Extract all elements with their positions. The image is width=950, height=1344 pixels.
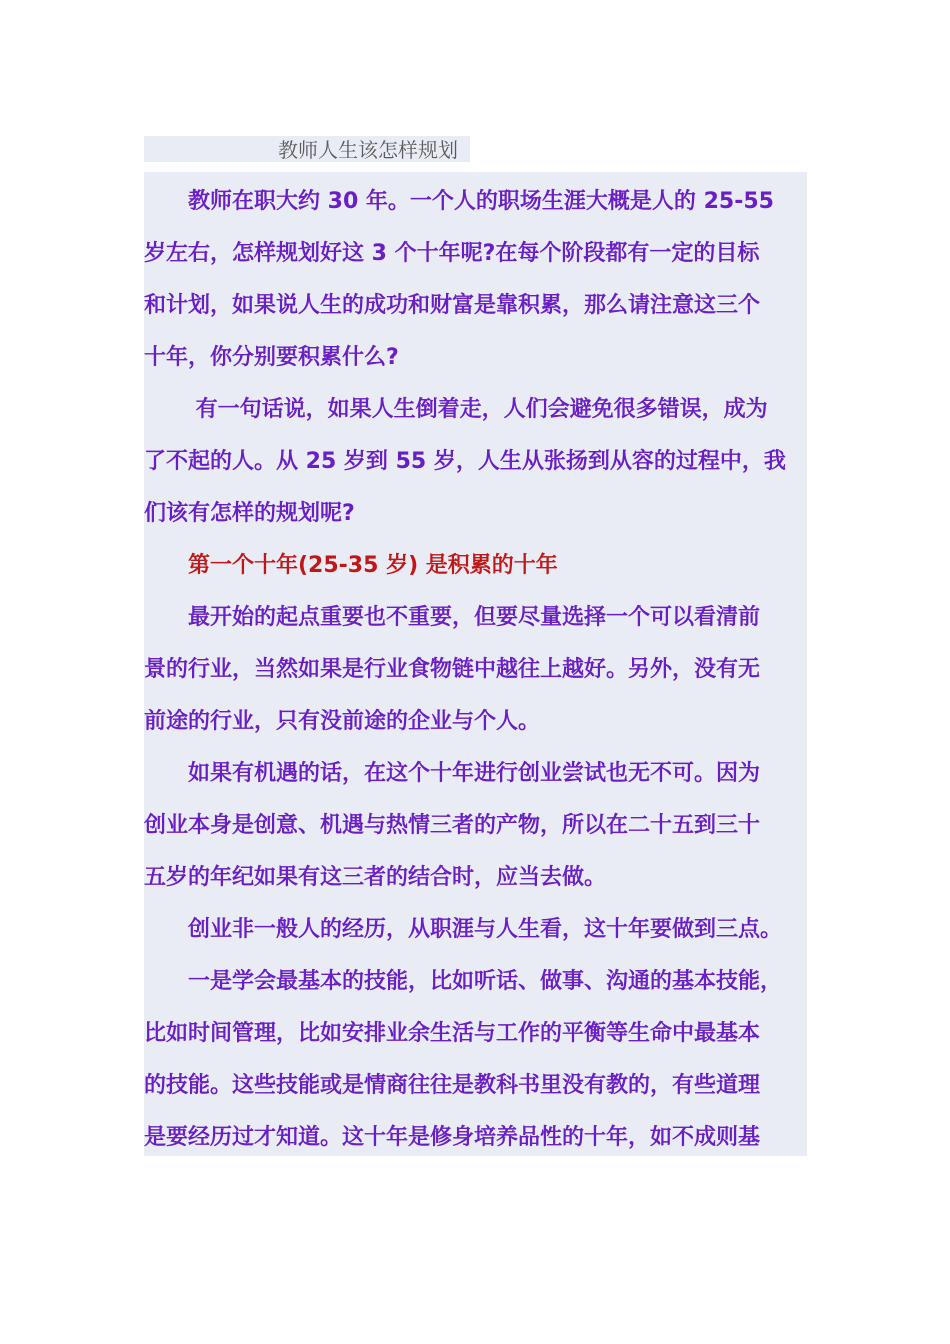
text-line: 们该有怎样的规划呢? bbox=[144, 501, 355, 526]
paragraph-3 bbox=[144, 592, 807, 748]
text-line: 了不起的人。从 25 岁到 55 岁，人生从张扬到从容的过程中，我 bbox=[144, 449, 786, 474]
paragraph-4 bbox=[144, 748, 807, 904]
text-line: 有一句话说，如果人生倒着走，人们会避免很多错误，成为 bbox=[144, 397, 768, 422]
heading-line: 第一个十年(25-35 岁) 是积累的十年 bbox=[144, 553, 558, 578]
text-line: 十年，你分别要积累什么? bbox=[144, 345, 399, 370]
document-body bbox=[144, 176, 807, 1164]
text-line: 一是学会最基本的技能，比如听话、做事、沟通的基本技能， bbox=[144, 969, 783, 994]
paragraph-5 bbox=[144, 904, 807, 956]
section-heading bbox=[144, 540, 807, 592]
text-line: 是要经历过才知道。这十年是修身培养品性的十年，如不成则基 bbox=[144, 1125, 761, 1150]
text-line: 五岁的年纪如果有这三者的结合时，应当去做。 bbox=[144, 865, 607, 890]
text-line: 创业非一般人的经历，从职涯与人生看，这十年要做到三点。 bbox=[144, 917, 783, 942]
paragraph-1 bbox=[144, 176, 807, 384]
text-line: 和计划，如果说人生的成功和财富是靠积累，那么请注意这三个 bbox=[144, 293, 761, 318]
text-line: 的技能。这些技能或是情商往往是教科书里没有教的，有些道理 bbox=[144, 1073, 761, 1098]
text-line: 创业本身是创意、机遇与热情三者的产物，所以在二十五到三十 bbox=[144, 813, 761, 838]
text-line: 教师在职大约 30 年。一个人的职场生涯大概是人的 25-55 bbox=[144, 189, 774, 214]
paragraph-2 bbox=[144, 384, 807, 540]
text-line: 景的行业，当然如果是行业食物链中越往上越好。另外，没有无 bbox=[144, 657, 761, 682]
text-line: 前途的行业，只有没前途的企业与个人。 bbox=[144, 709, 541, 734]
paragraph-6 bbox=[144, 956, 807, 1164]
text-line: 比如时间管理，比如安排业余生活与工作的平衡等生命中最基本 bbox=[144, 1021, 761, 1046]
text-line: 如果有机遇的话，在这个十年进行创业尝试也无不可。因为 bbox=[144, 761, 761, 786]
text-line: 岁左右，怎样规划好这 3 个十年呢?在每个阶段都有一定的目标 bbox=[144, 241, 760, 266]
text-line: 最开始的起点重要也不重要，但要尽量选择一个可以看清前 bbox=[144, 605, 761, 630]
document-title: 教师人生该怎样规划 bbox=[278, 138, 458, 162]
